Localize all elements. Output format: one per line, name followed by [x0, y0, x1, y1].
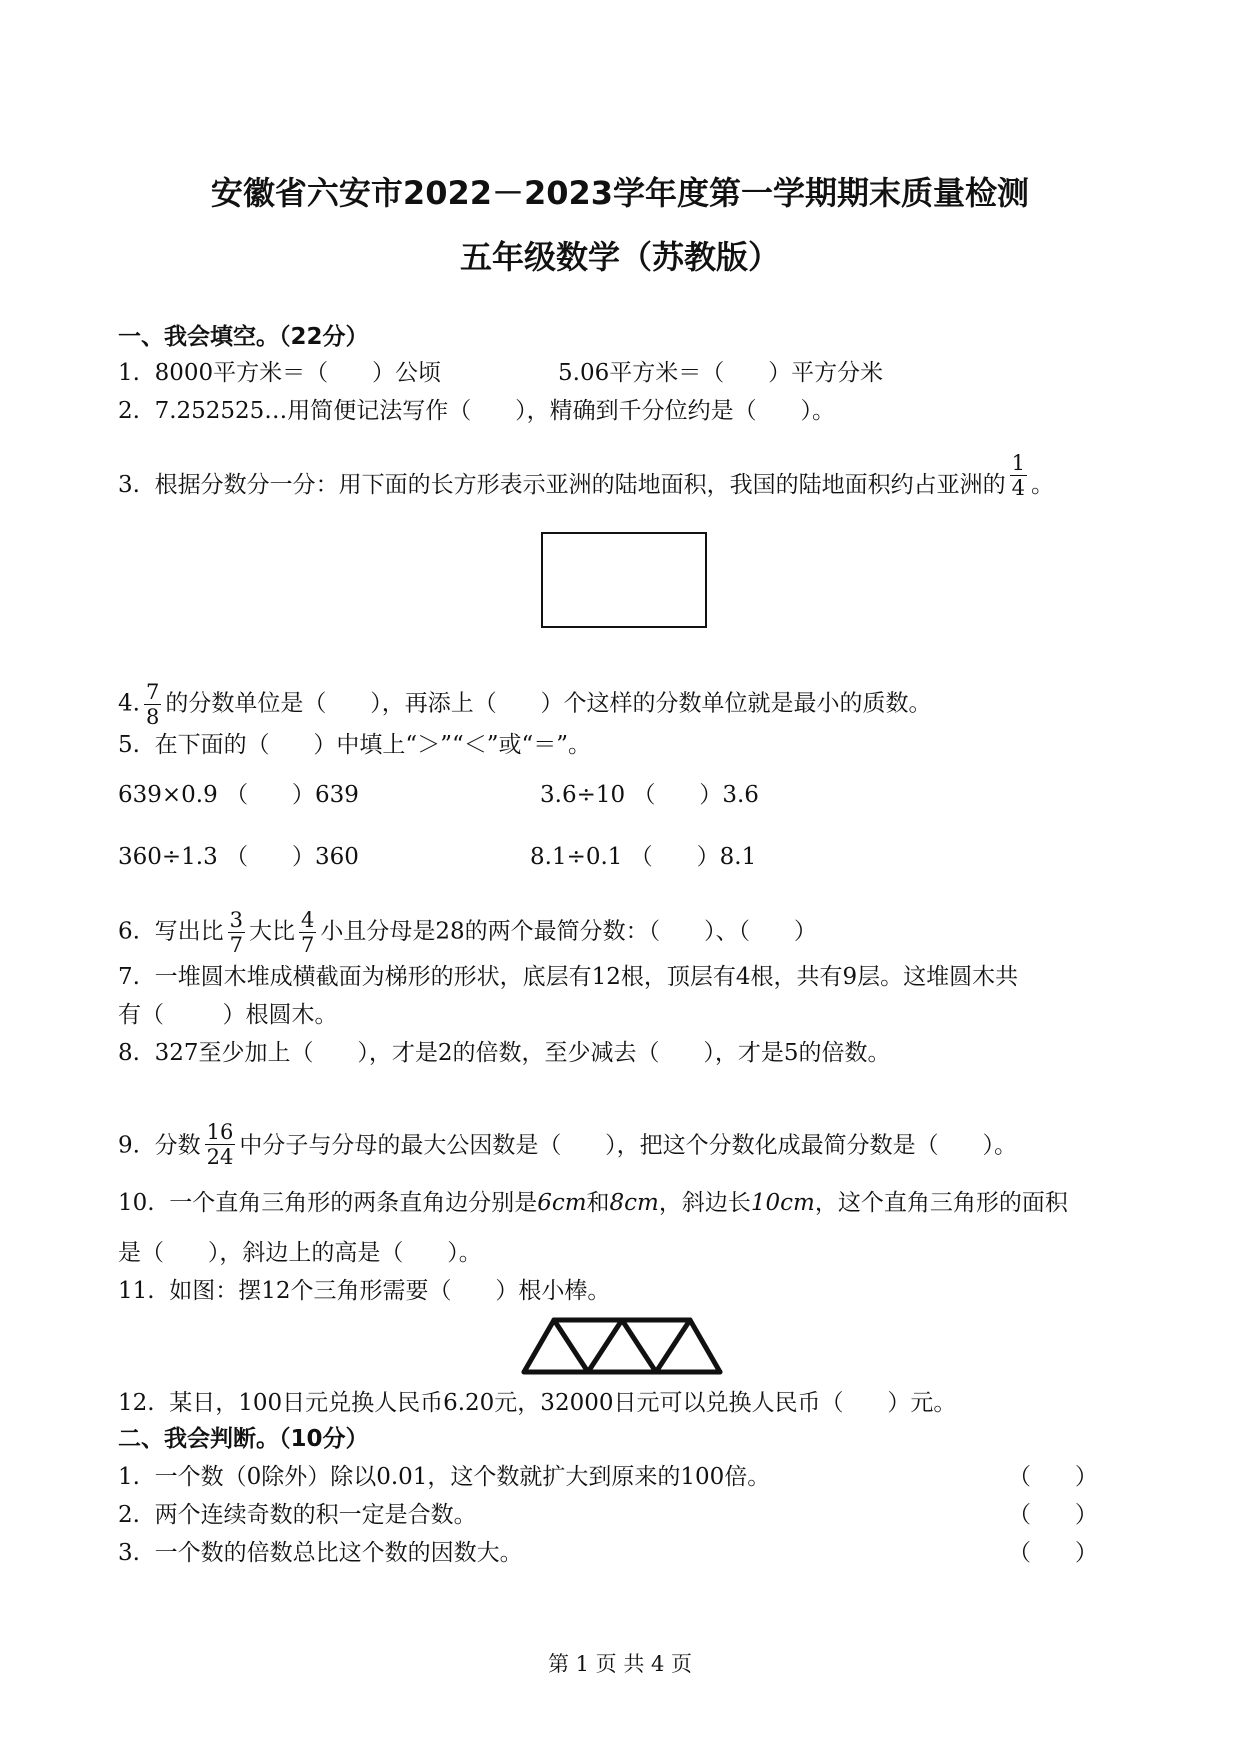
compare-blank: （ ） [225, 844, 315, 870]
question-7-line-1: 7. 一堆圆木堆成横截面为梯形的形状，底层有12根，顶层有4根，共有9层。这堆圆木共 [118, 964, 1019, 990]
compare-right: 639 [314, 782, 359, 808]
fraction-seven-eighths [144, 680, 161, 729]
fraction-numerator: 4 [300, 908, 315, 932]
compare-right: 8.1 [719, 844, 757, 870]
question-10-line-2: 是（ ），斜边上的高是（ ）。 [118, 1240, 482, 1266]
compare-blank: （ ） [632, 782, 723, 808]
question-6 [118, 908, 817, 957]
fraction-numerator: 16 [206, 1120, 234, 1144]
judge-blank-2: （ ） [1008, 1502, 1098, 1528]
question-6-pre: 6. 写出比 [118, 918, 224, 945]
judge-blank-1: （ ） [1008, 1464, 1098, 1490]
question-9 [118, 1120, 1018, 1169]
compare-blank: （ ） [225, 782, 315, 808]
length-8cm: 8cm [609, 1190, 659, 1216]
question-10-b: 和 [586, 1190, 610, 1216]
fraction-denominator: 7 [300, 933, 315, 957]
question-3-text: 3. 根据分数分一分：用下面的长方形表示亚洲的陆地面积，我国的陆地面积约占亚洲的 [118, 472, 1006, 498]
question-3-end: 。 [1030, 472, 1054, 498]
compare-item-1 [118, 780, 359, 810]
fraction-denominator: 8 [145, 705, 160, 729]
asia-rectangle [541, 532, 707, 628]
compare-left: 3.6÷10 [540, 782, 626, 808]
fraction-denominator: 24 [206, 1145, 234, 1169]
fraction-denominator: 4 [1011, 475, 1025, 500]
question-2: 2. 7.252525…用简便记法写作（ ），精确到千分位约是（ ）。 [118, 398, 836, 424]
question-12: 12. 某日，100日元兑换人民币6.20元，32000日元可以兑换人民币（ ）元。 [118, 1390, 957, 1416]
question-8: 8. 327至少加上（ ），才是2的倍数，至少减去（ ），才是5的倍数。 [118, 1040, 891, 1066]
question-9-pre: 9. 分数 [118, 1132, 201, 1159]
question-4 [118, 680, 932, 729]
compare-left: 360÷1.3 [118, 844, 218, 870]
compare-blank: （ ） [629, 844, 720, 870]
fraction-denominator: 7 [229, 933, 243, 957]
length-10cm: 10cm [750, 1190, 815, 1216]
length-6cm: 6cm [537, 1190, 587, 1216]
question-11: 11. 如图：摆12个三角形需要（ ）根小棒。 [118, 1278, 611, 1304]
fraction-sixteen-twentyfourths [205, 1120, 236, 1169]
compare-item-3 [118, 842, 359, 872]
question-1b: 5.06平方米＝（ ）平方分米 [558, 360, 884, 386]
question-10-c: ，斜边长 [658, 1190, 751, 1216]
judge-blank-3: （ ） [1008, 1540, 1098, 1566]
fraction-numerator: 1 [1011, 450, 1025, 475]
question-4-number: 4. [118, 690, 140, 717]
compare-left: 8.1÷0.1 [530, 844, 623, 870]
judge-item-2: 2. 两个连续奇数的积一定是合数。 [118, 1502, 477, 1528]
question-7-line-2: 有（ ）根圆木。 [118, 1002, 338, 1028]
compare-item-4 [530, 842, 756, 872]
fraction-one-quarter [1010, 451, 1027, 500]
question-4-text: 的分数单位是（ ），再添上（ ）个这样的分数单位就是最小的质数。 [165, 690, 932, 717]
question-1a: 1. 8000平方米＝（ ）公顷 [118, 360, 441, 386]
compare-right: 3.6 [722, 782, 759, 808]
question-10-line-1 [118, 1188, 1068, 1218]
judge-item-1: 1. 一个数（0除外）除以0.01，这个数就扩大到原来的100倍。 [118, 1464, 771, 1490]
page-footer: 第 1 页 共 4 页 [547, 1652, 693, 1676]
question-6-post: 小且分母是28的两个最简分数：（ ）、（ ） [320, 918, 817, 945]
question-10-a: 10. 一个直角三角形的两条直角边分别是 [118, 1190, 538, 1216]
fraction-four-sevenths [299, 908, 316, 957]
question-3 [118, 450, 1054, 500]
judge-item-3: 3. 一个数的倍数总比这个数的因数大。 [118, 1540, 523, 1566]
fraction-three-sevenths [228, 908, 245, 957]
question-10-d: ，这个直角三角形的面积 [814, 1190, 1068, 1216]
section-1-heading: 一、我会填空。（22分） [118, 324, 369, 350]
question-5: 5. 在下面的（ ）中填上“＞”“＜”或“＝”。 [118, 732, 591, 758]
triangle-sticks-figure [520, 1316, 726, 1376]
compare-right: 360 [314, 844, 359, 870]
fraction-numerator: 3 [229, 908, 243, 932]
compare-item-2 [540, 780, 759, 810]
page-subtitle: 五年级数学（苏教版） [459, 238, 780, 276]
compare-left: 639×0.9 [118, 782, 218, 808]
fraction-numerator: 7 [145, 680, 160, 704]
page-title: 安徽省六安市2022－2023学年度第一学期期末质量检测 [210, 174, 1030, 212]
question-9-post: 中分子与分母的最大公因数是（ ），把这个分数化成最简分数是（ ）。 [239, 1132, 1018, 1159]
question-6-mid: 大比 [248, 918, 295, 945]
section-2-heading: 二、我会判断。（10分） [118, 1426, 369, 1452]
